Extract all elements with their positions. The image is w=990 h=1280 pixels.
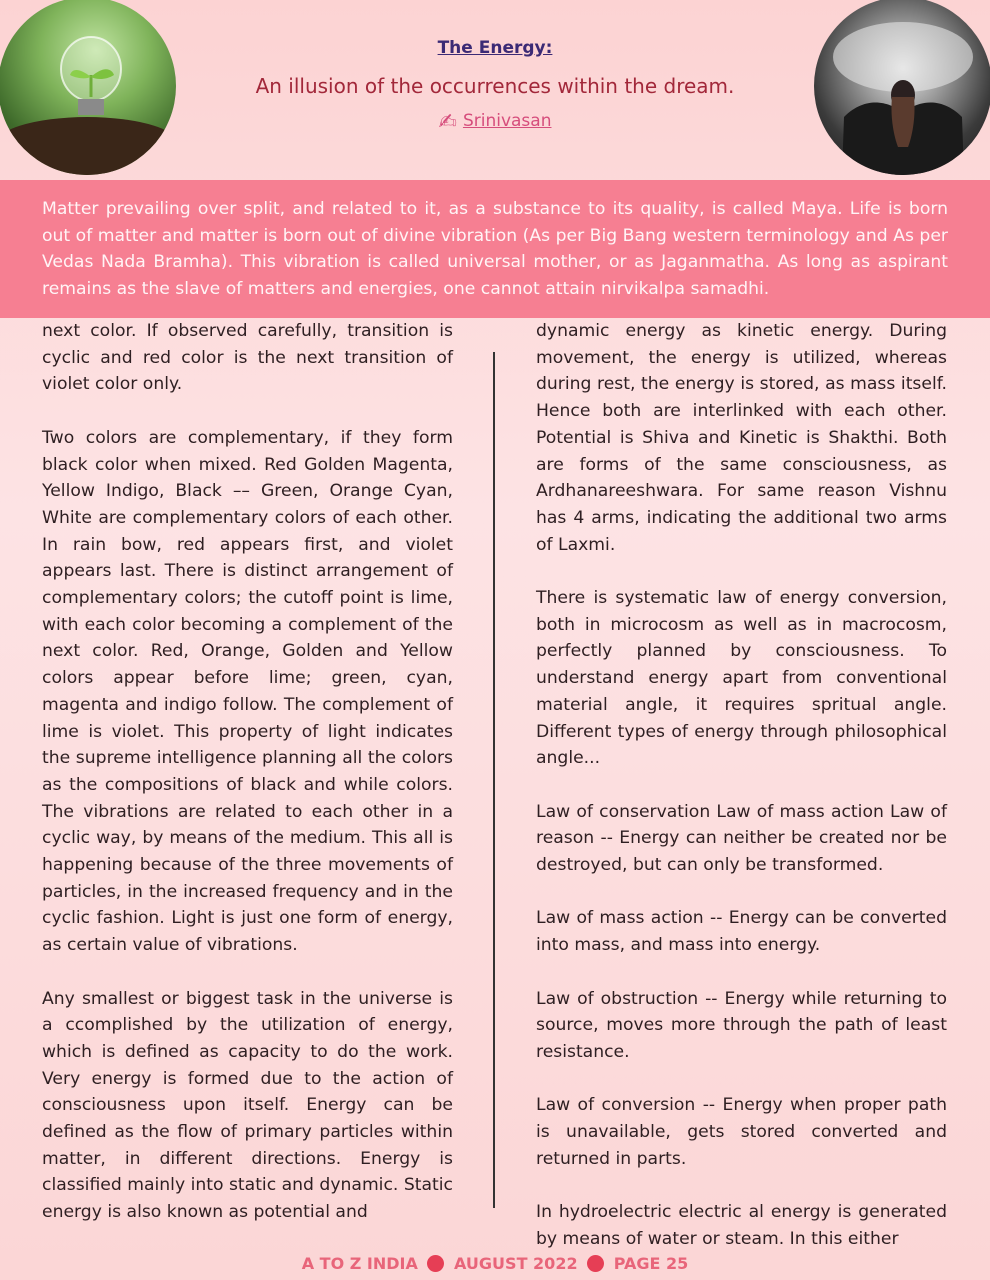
page-footer — [0, 1254, 990, 1273]
intro-banner — [0, 180, 990, 318]
woman-smoke-image — [814, 0, 990, 175]
paragraph: dynamic energy as kinetic energy. During movement, the energy is utilized, whereas during rest, the energy is stored, as mass itself. Hence both are interlinked with each other. Potential is Shiva and Kinetic is Shakthi. Both are forms of the same consciousness, as Ardhanareeshwara. For same reason Vishnu has 4 arms, indicating the additional two arms of Laxmi. — [536, 321, 947, 555]
seedling-bulb-image — [0, 0, 176, 175]
paragraph: Two colors are complementary, if they form black color when mixed. Red Golden Magenta, Yellow Indigo, Black –– Green, Orange Cyan, White are complementary colors of each other. In rain bow, red appears first, and violet appears last. There is distinct arrangement of complementary colors; the cutoff point is lime, with each color becoming a complement of the next color. Red, Orange, Golden and Yellow colors appear before lime; green, cyan, magenta and indigo follow. The complement of lime is violet. This property of light indicates the supreme intelligence planning all the colors as the compositions of black and while colors. The vibrations are related to each other in a cyclic way, by means of the medium. This all is happening because of the three movements of particles, in the increased frequency and in the cyclic fashion. Light is just one form of energy, as certain value of vibrations. — [42, 427, 453, 956]
issue-date: AUGUST 2022 — [454, 1254, 578, 1273]
page-number: PAGE 25 — [613, 1254, 689, 1273]
paragraph: next color. If observed carefully, transition is cyclic and red color is the next transition of violet color only. — [42, 321, 453, 395]
separator-dot-icon — [587, 1255, 604, 1272]
article-subtitle: An illusion of the occurrences within the dream. — [255, 74, 735, 98]
paragraph: There is systematic law of energy conversion, both in microcosm as well as in macrocosm, perfectly planned by consciousness. To understand energy apart from conventional material angle, it requires spritual angle. Different types of energy through philosophical angle... — [536, 588, 947, 769]
paragraph: Law of conversion -- Energy when proper path is unavailable, gets stored converted and returned in parts. — [536, 1095, 947, 1169]
paragraph: Any smallest or biggest task in the universe is a ccomplished by the utilization of energy, which is defined as capacity to do the work. Very energy is formed due to the action of consciousness upon itself. Energy can be defined as the flow of primary particles within matter, in different directions. Energy is classified mainly into static and dynamic. Static energy is also known as potential and — [42, 988, 453, 1223]
left-column — [42, 318, 453, 1253]
paragraph: Law of obstruction -- Energy while returning to source, moves more through the path of least resistance. — [536, 988, 947, 1062]
writing-hand-icon: ✍ — [438, 110, 457, 135]
column-divider — [493, 352, 495, 1208]
article-title: The Energy: — [437, 38, 553, 58]
paragraph: Law of conservation Law of mass action Law of reason -- Energy can neither be created nor be destroyed, but can only be transformed. — [536, 801, 947, 876]
paragraph: Law of mass action -- Energy can be converted into mass, and mass into energy. — [536, 908, 947, 956]
publication-name: A TO Z INDIA — [301, 1254, 418, 1273]
separator-dot-icon — [427, 1255, 444, 1272]
lightbulb-sprout-illustration — [0, 0, 176, 175]
author-name[interactable]: Srinivasan — [462, 111, 552, 131]
author-line — [200, 110, 790, 135]
woman-silhouette-illustration — [814, 0, 990, 175]
intro-text: Matter prevailing over split, and related to it, as a substance to its quality, is called Maya. Life is born out of matter and matter is born out of divine vibration (As per Big Bang western terminology and As per Vedas Nada Bramha). This vibration is called universal mother, or as Jaganmatha. As long as aspirant remains as the slave of matters and energies, one cannot attain nirvikalpa samadhi. — [42, 199, 948, 299]
paragraph: In hydroelectric electric al energy is generated by means of water or steam. In this either — [536, 1202, 947, 1249]
right-column — [536, 318, 947, 1279]
